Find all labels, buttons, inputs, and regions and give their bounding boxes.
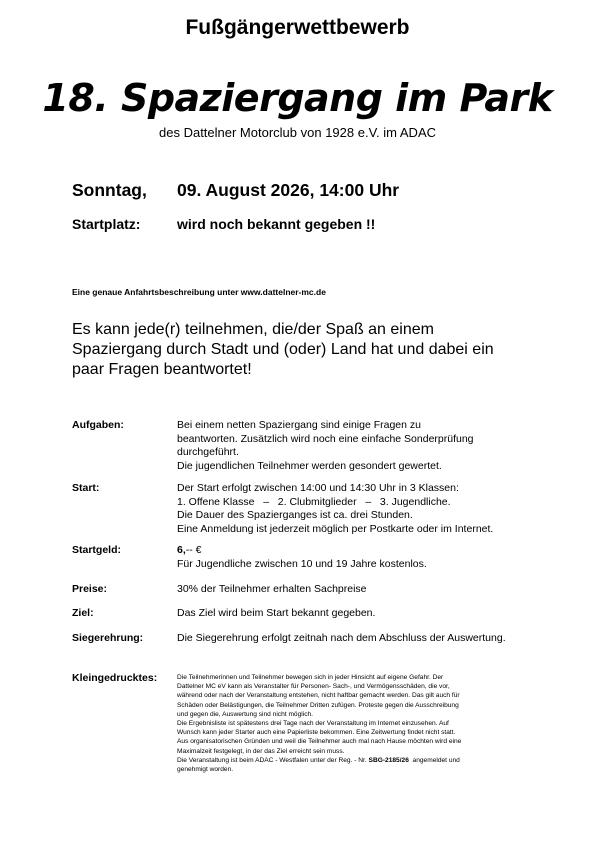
adac-suffix: angemeldet und xyxy=(408,756,460,764)
start-text xyxy=(177,482,542,536)
organizer-line: des Dattelner Motorclub von 1928 e.V. im ADAC xyxy=(159,125,436,140)
aufgaben-text xyxy=(177,419,542,473)
fine-print-line: und gegen die, Auswertung sind nicht möglich. xyxy=(177,710,313,718)
fine-print-line: Dattelner MC eV kann als Veranstalter für Personen- Sach-, und Vermögensschäden, die vor, xyxy=(177,683,450,691)
aufgaben-label: Aufgaben: xyxy=(72,419,124,431)
event-subtitle: Fußgängerwettbewerb xyxy=(185,16,410,39)
aufgaben-line: Bei einem netten Spaziergang sind einige Fragen zu xyxy=(177,419,421,431)
start-line: 1. Offene Klasse – 2. Clubmitglieder – 3. Jugendliche. xyxy=(177,495,451,508)
fine-print-line: Die Teilnehmerinnen und Teilnehmer bewegen sich in jeder Hinsicht auf eigene Gefahr. Der xyxy=(177,674,444,681)
fine-print-line: Wunsch kann jeder Starter auch eine Papierliste bekommen. Eine Zeitwertung findet nicht statt. xyxy=(177,729,456,737)
kleingedrucktes-label: Kleingedrucktes: xyxy=(72,672,158,684)
intro-line: Es kann jede(r) teilnehmen, die/der Spaß an einem xyxy=(72,321,434,338)
startgeld-amount-suffix: -- € xyxy=(185,544,202,556)
startgeld-amount-value: 6, xyxy=(177,544,186,556)
startgeld-label: Startgeld: xyxy=(72,544,122,556)
fine-print-line: Die Ergebnisliste ist spätestens drei Tage nach der Veranstaltung im Internet einzusehen. Auf xyxy=(177,720,449,728)
day-label: Sonntag, xyxy=(72,180,147,200)
aufgaben-line: Die jugendlichen Teilnehmer werden gesondert gewertet. xyxy=(177,459,442,472)
intro-line: paar Fragen beantwortet! xyxy=(72,361,252,378)
fine-print-line: genehmigt worden. xyxy=(177,766,234,774)
fine-print-line: Schäden oder Belästigungen, die Teilnehmer Dritten zufügen. Proteste gegen die Ausschreibung xyxy=(177,701,459,709)
ziel-text: Das Ziel wird beim Start bekannt gegeben. xyxy=(177,607,376,619)
fine-print-line: Maximalzeit festgelegt, in der das Ziel erreicht sein muss. xyxy=(177,747,345,755)
intro-line: Spaziergang durch Stadt und (oder) Land hat und dabei ein xyxy=(72,341,494,358)
start-location-label: Startplatz: xyxy=(72,216,141,232)
preise-label: Preise: xyxy=(72,583,108,595)
siegerehrung-label: Siegerehrung: xyxy=(72,632,144,644)
startgeld-note: Für Jugendliche zwischen 10 und 19 Jahre kostenlos. xyxy=(177,557,427,570)
ziel-label: Ziel: xyxy=(72,607,94,619)
startgeld-amount xyxy=(177,544,542,558)
start-line: Die Dauer des Spazierganges ist ca. drei Stunden. xyxy=(177,509,413,521)
intro-paragraph xyxy=(72,320,542,380)
start-location-value: wird noch bekannt gegeben !! xyxy=(177,216,376,232)
event-date-time: 09. August 2026, 14:00 Uhr xyxy=(177,180,400,200)
fine-print-line: während oder nach der Veranstaltung entstehen, nicht haftbar gemacht werden. Das gilt auch für xyxy=(177,692,460,700)
aufgaben-line: durchgeführt. xyxy=(177,446,239,458)
directions-note: Eine genaue Anfahrtsbeschreibung unter www.dattelner-mc.de xyxy=(72,287,326,297)
start-label: Start: xyxy=(72,482,100,494)
fine-print-line: Aus organisatorischen Gründen und weil die Teilnehmer auch mal nach Hause möchten wird eine xyxy=(177,738,462,746)
adac-prefix: Die Veranstaltung ist beim ADAC - Westfalen unter der Reg. - Nr. xyxy=(177,756,369,764)
start-line: Der Start erfolgt zwischen 14:00 und 14:30 Uhr in 3 Klassen: xyxy=(177,482,459,494)
event-title: 18. Spaziergang im Park xyxy=(42,76,553,120)
registration-number: SBG-2185/26 xyxy=(368,756,409,764)
preise-text: 30% der Teilnehmer erhalten Sachpreise xyxy=(177,583,367,595)
siegerehrung-text: Die Siegerehrung erfolgt zeitnah nach dem Abschluss der Auswertung. xyxy=(177,632,506,644)
aufgaben-line: beantworten. Zusätzlich wird noch eine einfache Sonderprüfung xyxy=(177,432,474,445)
kleingedrucktes-text xyxy=(177,673,537,774)
start-line: Eine Anmeldung ist jederzeit möglich per Postkarte oder im Internet. xyxy=(177,522,494,535)
startgeld-text xyxy=(177,544,542,571)
fine-print-adac-line xyxy=(177,756,537,765)
